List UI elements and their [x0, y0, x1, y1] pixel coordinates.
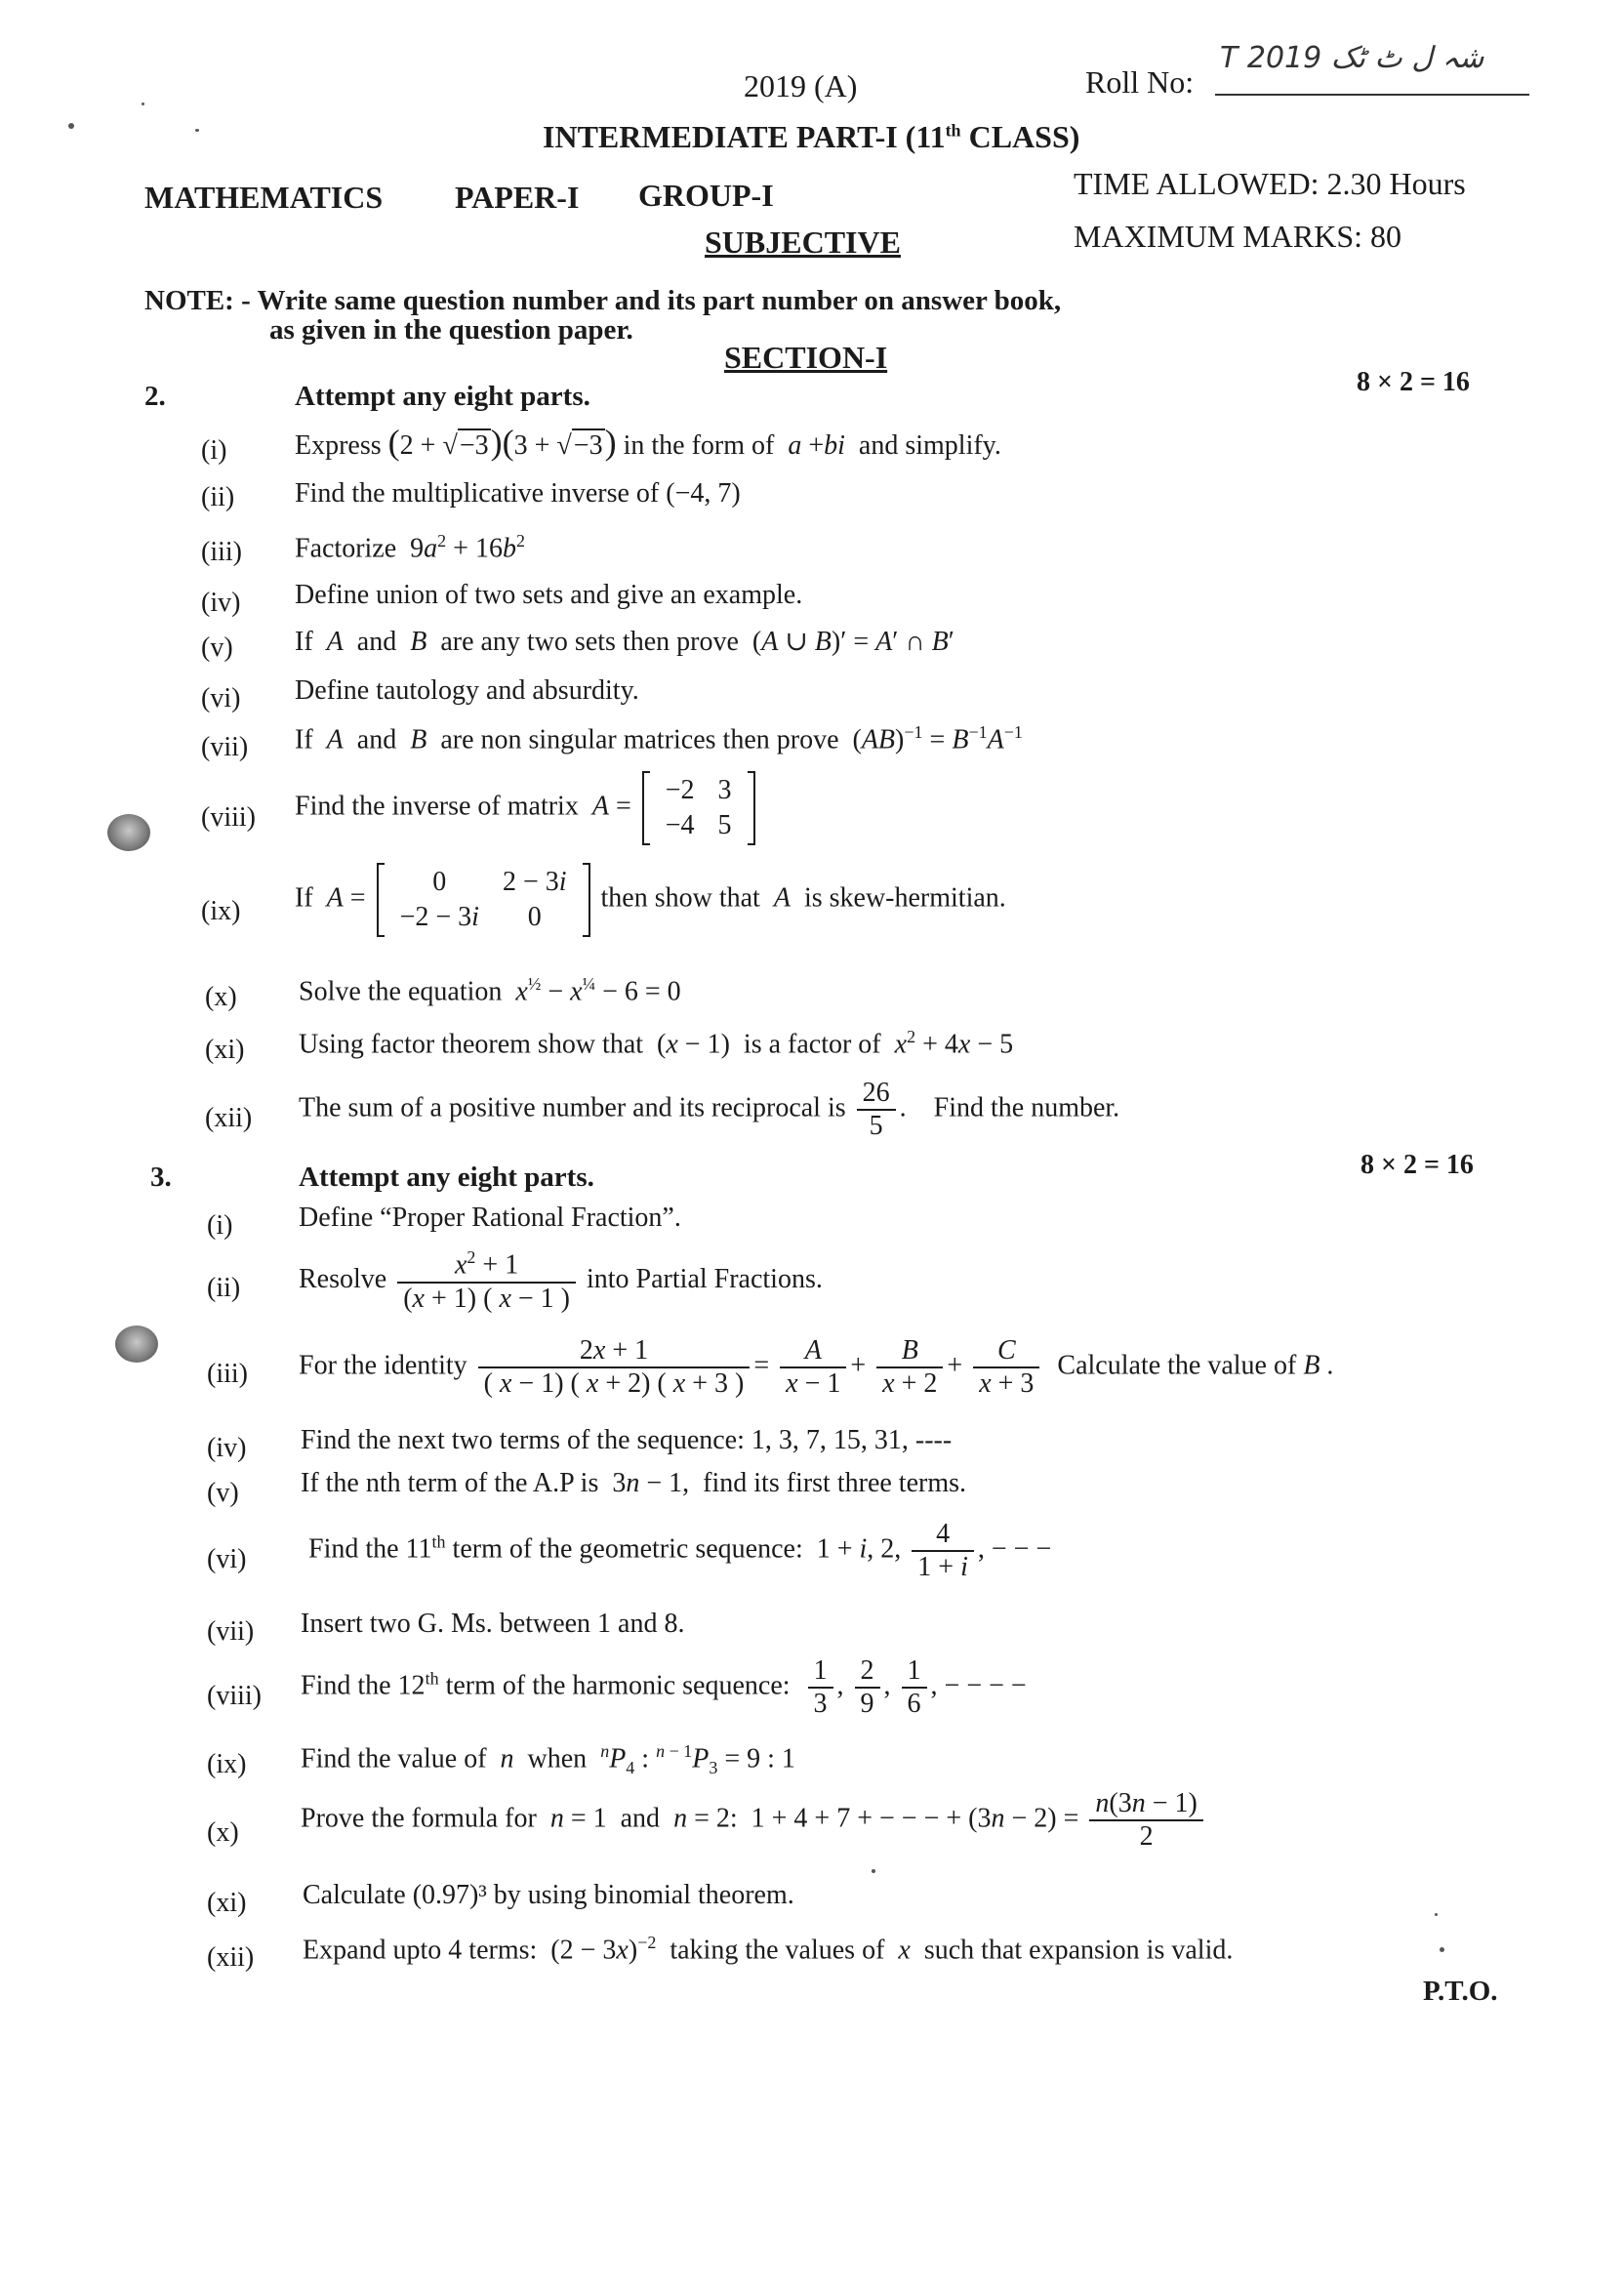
- fraction: $\frac{x^2 + 1}{(x + 1) ( x - 1 )}$: [397, 1247, 576, 1315]
- question-number: 3.: [150, 1162, 172, 1193]
- part-number: (iii): [207, 1359, 248, 1389]
- part-text: Expand upto 4 terms: $(2 - 3x)^{-2}$ taking the values of x such that expansion is valid.: [303, 1933, 1234, 1966]
- part-number: (ix): [207, 1749, 247, 1779]
- part-text-segment: is skew-hermitian.: [803, 882, 1006, 914]
- part-text: Find the 12th term of the harmonic sequence: $\frac{1}{3}$ , $\frac{2}{9}$ , $\frac{1}{6}$ , − − − −: [301, 1655, 1027, 1720]
- part-number: (xii): [207, 1942, 255, 1973]
- fraction: $\frac{A}{x - 1}$: [780, 1335, 846, 1400]
- question-number: 2.: [144, 381, 166, 412]
- scan-speck: [195, 129, 199, 132]
- fraction: $\frac{n(3n - 1)}{2}$: [1089, 1788, 1202, 1853]
- roll-number-label: Roll No:: [1085, 64, 1195, 100]
- part-text-segment: when: [527, 1743, 588, 1774]
- part-text-segment: Solve the equation: [299, 976, 503, 1007]
- part-text: Define tautology and absurdity.: [295, 675, 639, 706]
- part-text-segment: and: [356, 724, 397, 755]
- matrix: −2 3 −4 5: [642, 771, 755, 845]
- part-text-segment: into Partial Fractions.: [587, 1263, 823, 1294]
- scan-speck: [1440, 1947, 1444, 1952]
- fraction: $\frac{2x + 1}{( x - 1) ( x + 2) ( x + 3 )}$: [478, 1335, 751, 1400]
- part-text-segment: and: [356, 627, 397, 657]
- part-text-segment: are non singular matrices then prove: [440, 724, 839, 755]
- note-line-2: as given in the question paper.: [269, 314, 633, 346]
- part-text-segment: Expand upto 4 terms:: [303, 1935, 538, 1966]
- scan-speck: [1435, 1913, 1438, 1916]
- part-text-segment: If: [295, 724, 313, 755]
- part-text-segment: and: [620, 1803, 661, 1834]
- part-text: Find the value of n when $^nP_4$ : $^{n - 1}P_3 = 9$ : 1: [301, 1741, 795, 1777]
- punch-hole: [115, 1326, 158, 1363]
- part-number: (ix): [201, 896, 241, 926]
- part-text-segment: If: [295, 627, 313, 657]
- part-number: (v): [201, 632, 233, 663]
- part-number: (v): [207, 1478, 239, 1508]
- group-name: GROUP-I: [638, 178, 774, 213]
- part-number: (ii): [207, 1273, 241, 1303]
- part-text-segment: in the form of: [623, 430, 775, 461]
- part-text: Define union of two sets and give an example.: [295, 580, 803, 610]
- part-text: If the nth term of the A.P is 3n − 1, find its first three terms.: [301, 1468, 966, 1498]
- part-text: Define “Proper Rational Fraction”.: [299, 1203, 681, 1233]
- question-marks: 8 × 2 = 16: [1360, 1150, 1474, 1180]
- part-text: [299, 1247, 823, 1315]
- part-text: Insert two G. Ms. between 1 and 8.: [301, 1609, 685, 1639]
- part-text: Find the inverse of matrix A = −2 3 −4 5: [295, 771, 759, 845]
- part-text-segment: Calculate the value of: [1057, 1350, 1297, 1381]
- part-text-segment: The sum of a positive number and its reciprocal is: [299, 1092, 846, 1123]
- part-number: (vii): [201, 732, 249, 762]
- part-number: (vii): [207, 1616, 255, 1647]
- exam-title: INTERMEDIATE PART-I (11th CLASS): [543, 119, 1080, 154]
- time-allowed: TIME ALLOWED: 2.30 Hours: [1074, 166, 1466, 201]
- part-number: (iv): [201, 588, 241, 618]
- matrix: 0 2 − 3i −2 − 3i 0: [377, 863, 590, 937]
- part-text-segment: and simplify.: [858, 430, 1001, 461]
- question-instruction: Attempt any eight parts.: [295, 381, 590, 412]
- part-text: If A and B are non singular matrices then prove $(AB)^{-1} = B^{-1}A^{-1}$: [295, 722, 1023, 755]
- part-text-segment: find its first three terms.: [703, 1468, 966, 1498]
- scan-speck: [68, 123, 74, 129]
- question-instruction: Attempt any eight parts.: [299, 1162, 594, 1193]
- part-text-segment: such that expansion is valid.: [923, 1935, 1234, 1966]
- roll-number-line: [1215, 94, 1529, 96]
- part-number: (iv): [207, 1433, 247, 1463]
- part-number: (viii): [201, 802, 256, 833]
- part-text: For the identity $\frac{2x + 1}{( x - 1) ( x + 2) ( x + 3 )}$ = $\frac{A}{x - 1}$ + $\frac{B}{x + 2}$ + $\frac{C}{x + 3}$ Calculate the value of B .: [299, 1335, 1334, 1400]
- part-number: (xii): [205, 1103, 253, 1133]
- part-text-segment: Find the value of: [301, 1743, 487, 1774]
- fraction: $\frac{26}{5}$: [857, 1078, 896, 1142]
- part-text-segment: taking the values of: [670, 1935, 885, 1966]
- punch-hole: [107, 814, 150, 851]
- part-number: (iii): [201, 537, 242, 567]
- part-text: Solve the equation $x^{\frac{1}{2}} - x^{\frac{1}{4}} - 6 = 0$: [299, 974, 681, 1007]
- part-text: Find the next two terms of the sequence: 1, 3, 7, 15, 31, ----: [301, 1425, 953, 1455]
- part-text: Prove the formula for n = 1 and n = 2: 1 + 4 + 7 + − − − + (3n − 2) = $\frac{n(3n - 1)}{2}$: [301, 1788, 1207, 1853]
- part-text: If A = 0 2 − 3i −2 − 3i 0 then show that A is skew-hermitian.: [295, 863, 1006, 937]
- part-number: (vi): [207, 1544, 247, 1574]
- fraction: $\frac{2}{9}$: [855, 1655, 880, 1720]
- fraction: $\frac{1}{3}$: [808, 1655, 833, 1720]
- part-text-segment: If: [295, 882, 313, 914]
- part-text: The sum of a positive number and its reciprocal is $\frac{26}{5}$ . Find the number.: [299, 1078, 1120, 1142]
- part-text-segment: For the identity: [299, 1350, 467, 1381]
- part-text-segment: Find the inverse of matrix: [295, 791, 579, 822]
- fraction: $\frac{4}{1 + i}$: [912, 1519, 974, 1583]
- part-text: If A and B are any two sets then prove (A ∪ B)′ = A′ ∩ B′: [295, 627, 954, 657]
- part-text: Find the multiplicative inverse of (−4, 7): [295, 478, 741, 509]
- part-text-segment: is a factor of: [743, 1029, 881, 1060]
- paper-type: SUBJECTIVE: [705, 224, 901, 260]
- part-number: (x): [207, 1817, 239, 1848]
- part-text-segment: Express: [295, 430, 382, 461]
- part-text-segment: If the nth term of the A.P is: [301, 1468, 599, 1498]
- part-text-segment: then show that: [600, 882, 760, 914]
- part-number: (x): [205, 982, 237, 1012]
- paper-year: 2019 (A): [744, 68, 858, 103]
- maximum-marks: MAXIMUM MARKS: 80: [1074, 219, 1402, 254]
- part-number: (vi): [201, 683, 241, 714]
- part-text-segment: Prove the formula for: [301, 1803, 537, 1834]
- scan-speck: [142, 102, 144, 105]
- part-text-segment: Using factor theorem show that: [299, 1029, 644, 1060]
- fraction: $\frac{1}{6}$: [902, 1655, 927, 1720]
- part-number: (xi): [205, 1035, 245, 1065]
- part-number: (i): [201, 435, 227, 466]
- subject-name: MATHEMATICS: [144, 180, 384, 215]
- paper-name: PAPER-I: [455, 180, 580, 215]
- fraction: $\frac{B}{x + 2}$: [876, 1335, 943, 1400]
- part-text: Using factor theorem show that (x − 1) is a factor of $x^2 + 4x - 5$: [299, 1027, 1014, 1060]
- part-number: (i): [207, 1210, 233, 1241]
- scan-speck: [872, 1869, 875, 1873]
- part-number: (viii): [207, 1681, 262, 1711]
- part-text-segment: Find the number.: [933, 1092, 1120, 1123]
- part-number: (xi): [207, 1888, 247, 1918]
- part-number: (ii): [201, 482, 235, 512]
- part-text-segment: Resolve: [299, 1263, 387, 1294]
- roll-number-handwritten: T شہ ل ٹ ٹک 2019: [1220, 41, 1484, 75]
- question-marks: 8 × 2 = 16: [1357, 367, 1470, 397]
- fraction: $\frac{C}{x + 3}$: [973, 1335, 1039, 1400]
- part-text: Factorize $9a^2 + 16b^2$: [295, 531, 525, 564]
- part-text-segment: are any two sets then prove: [440, 627, 739, 657]
- part-text-segment: Factorize: [295, 533, 397, 564]
- note-line-1: NOTE: - Write same question number and its part number on answer book,: [144, 285, 1062, 316]
- part-text: Find the 11th term of the geometric sequence: 1 + i, 2, $\frac{4}{1 + i}$ , − − −: [308, 1519, 1052, 1583]
- part-text: Express (2 + √−3)(3 + √−3) in the form of a +bi and simplify.: [295, 423, 1001, 462]
- section-title: SECTION-I: [724, 340, 888, 375]
- part-text: Calculate (0.97)³ by using binomial theorem.: [303, 1880, 794, 1910]
- page-turn-over: P.T.O.: [1423, 1976, 1498, 2007]
